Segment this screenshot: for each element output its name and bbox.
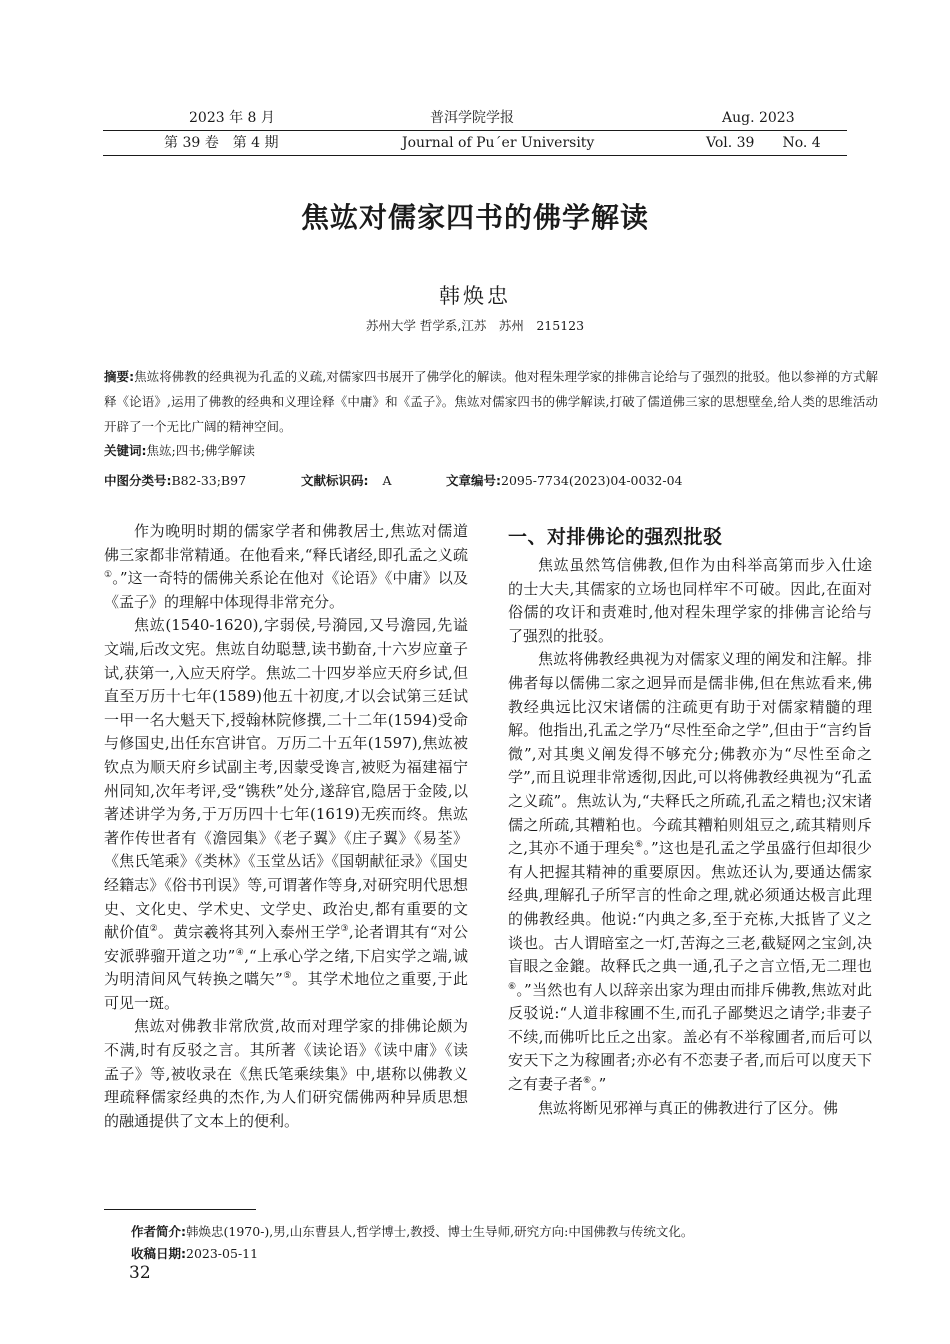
abstract <box>104 364 878 439</box>
footnote-author-bio <box>131 1223 871 1241</box>
journal-name-cn: 普洱学院学报 <box>430 110 514 126</box>
clc-label: 中图分类号: <box>104 473 172 488</box>
document-code-value: A <box>382 473 392 488</box>
clc-number <box>104 468 246 493</box>
header-rule-bottom <box>103 155 847 156</box>
citation-mark: ② <box>149 924 158 935</box>
keywords-text: 焦竑;四书;佛学解读 <box>146 443 255 458</box>
body-paragraph: 焦竑将断见邪禅与真正的佛教进行了区分。佛 <box>538 1098 839 1117</box>
header-volume-en: Vol. 39 No. 4 <box>706 135 821 151</box>
citation-mark: ① <box>104 570 113 581</box>
clc-value: B82-33;B97 <box>171 473 247 488</box>
received-date-value: 2023-05-11 <box>186 1246 259 1261</box>
author-bio-text: 韩焕忠(1970-),男,山东曹县人,哲学博士,教授、博士生导师,研究方向:中国佛教与传统文化。 <box>186 1224 694 1239</box>
footnote-rule <box>104 1209 256 1210</box>
citation-mark: ⑥ <box>583 1076 592 1087</box>
body-paragraph: 焦竑虽然笃信佛教,但作为由科举高第而步入仕途的士大夫,其儒家的立场也同样牢不可破。因此,在面对俗儒的攻讦和责难时,他对程朱理学家的排佛言论给与了强烈的批驳。 <box>508 556 872 645</box>
author-affiliation: 苏州大学 哲学系,江苏 苏州 215123 <box>365 318 585 333</box>
classification-line <box>104 468 878 493</box>
article-id-label: 文章编号: <box>446 473 501 488</box>
citation-mark: ⑥ <box>634 840 644 851</box>
document-code <box>301 468 392 493</box>
citation-mark: ⑥ <box>508 981 517 992</box>
footnote-received-date <box>131 1245 871 1263</box>
keywords-label: 关键词: <box>104 443 147 458</box>
header-rule-top <box>103 130 847 131</box>
article-id-value: 2095-7734(2023)04-0032-04 <box>501 473 683 488</box>
article-id <box>446 468 682 493</box>
abstract-text: 焦竑将佛教的经典视为孔孟的义疏,对儒家四书展开了佛学化的解读。他对程朱理学家的排佛言论给与了强烈的批驳。他以参禅的方式解释《论语》,运用了佛教的经典和义理诠释《中庸》和《孟子》。焦竑对儒家四书的佛学解读,打破了儒道佛三家的思想壁垒,给人类的思维活动开辟了一个无比广阔的精神空间。 <box>104 369 879 434</box>
body-paragraph: 作为晚明时期的儒家学者和佛教居士,焦竑对儒道佛三家都非常精通。在他看来,“释氏诸经,即孔孟之义疏①。”这一奇特的儒佛关系论在他对《论语》《中庸》以及《孟子》的理解中体现得非常充分。 <box>104 522 468 611</box>
article-author: 韩焕忠 <box>439 284 511 308</box>
body-paragraph: 焦竑对佛教非常欣赏,故而对理学家的排佛论颇为不满,时有反驳之言。其所著《读论语》《读中庸》《读孟子》等,被收录在《焦氏笔乘续集》中,堪称以佛教义理疏释儒家经典的杰作,为人们研究儒佛两种异质思想的融通提供了文本上的便利。 <box>104 1017 468 1130</box>
received-date-label: 收稿日期: <box>131 1246 186 1261</box>
header-date-cn: 2023 年 8 月 <box>189 110 275 126</box>
body-column-left <box>104 520 468 1133</box>
page-number: 32 <box>129 1263 151 1283</box>
header-volume-cn: 第 39 卷 第 4 期 <box>164 135 279 151</box>
article-title: 焦竑对儒家四书的佛学解读 <box>300 201 649 234</box>
header-date-en: Aug. 2023 <box>722 110 795 126</box>
body-column-right <box>508 520 872 1120</box>
author-bio-label: 作者简介: <box>131 1224 186 1239</box>
document-code-label: 文献标识码: <box>301 473 369 488</box>
section-heading: 一、对排佛论的强烈批驳 <box>508 526 723 548</box>
keywords <box>104 438 878 463</box>
journal-name-en: Journal of Pu´er University <box>402 135 595 151</box>
abstract-label: 摘要: <box>104 369 135 384</box>
citation-mark: ④ <box>235 947 245 958</box>
body-paragraph: 焦竑(1540-1620),字弱侯,号漪园,又号澹园,先谥文端,后改文宪。焦竑自幼聪慧,读书勤奋,十六岁应童子试,获第一,入应天府学。焦竑二十四岁举应天府乡试,但直至万历十七年(1589)他五十初度,才以会试第三廷试一甲一名大魁天下,授翰林院修撰,二十二年(1594)受命与修国史,出任东宫讲官。万历二十五年(1597),焦竑被钦点为顺天府乡试副主考,因蒙受谗言,被贬为福建福宁州同知,次年考评,受“镌秩”处分,遂辞官,隐居于金陵,以著述讲学为务,于万历四十七年(1619)无疾而终。焦竑著作传世者有《澹园集》《老子翼》《庄子翼》《易荃》《焦氏笔乘》《类林》《玉堂丛话》《国朝献征录》《国史经籍志》《俗书刊误》等,可谓著作等身,对研究明代思想史、文化史、学术史、文学史、政治史,都有重要的文献价值②。黄宗羲将其列入泰州王学③,论者谓其有“对公安派骅骝开道之功”④,“上承心学之绪,下启实学之端,诚为明清间风气转换之嚆矢”⑤。其学术地位之重要,于此可见一斑。 <box>104 616 469 1012</box>
body-paragraph: 焦竑将佛教经典视为对儒家义理的阐发和注解。排佛者每以儒佛二家之迥异而是儒非佛,但在焦竑看来,佛教经典远比汉宋诸儒的注疏更有助于对儒家精髓的理解。他指出,孔孟之学乃“尽性至命之学”,但由于“言约旨微”,对其奥义阐发得不够充分;佛教亦为“尽性至命之学”,而且说理非常透彻,因此,可以将佛教经典视为“孔孟之义疏”。焦竑认为,“夫释氏之所疏,孔孟之精也;汉宋诸儒之所疏,其糟粕也。今疏其糟粕则俎豆之,疏其精则斥之,其亦不通于理矣⑥。”这也是孔孟之学虽盛行但却很少有人把握其精神的重要原因。焦竑还认为,要通达儒家经典,理解孔子所罕言的性命之理,就必须通达极言此理的佛教经典。他说:“内典之多,至于充栋,大抵皆了义之谈也。古人谓暗室之一灯,苦海之三老,截疑网之宝剑,决盲眼之金鎞。故释氏之典一通,孔子之言立悟,无二理也⑥。”当然也有人以辞亲出家为理由而排斥佛教,焦竑对此反驳说:“人道非稼圃不生,而孔子鄙樊迟之请学;非妻子不续,而佛听比丘之出家。盖必有不举稼圃者,而后可以安天下之为稼圃者;亦必有不恋妻子者,而后可以度天下之有妻子者⑥。” <box>508 650 872 1094</box>
citation-mark: ⑤ <box>282 971 293 982</box>
citation-mark: ③ <box>340 924 349 935</box>
